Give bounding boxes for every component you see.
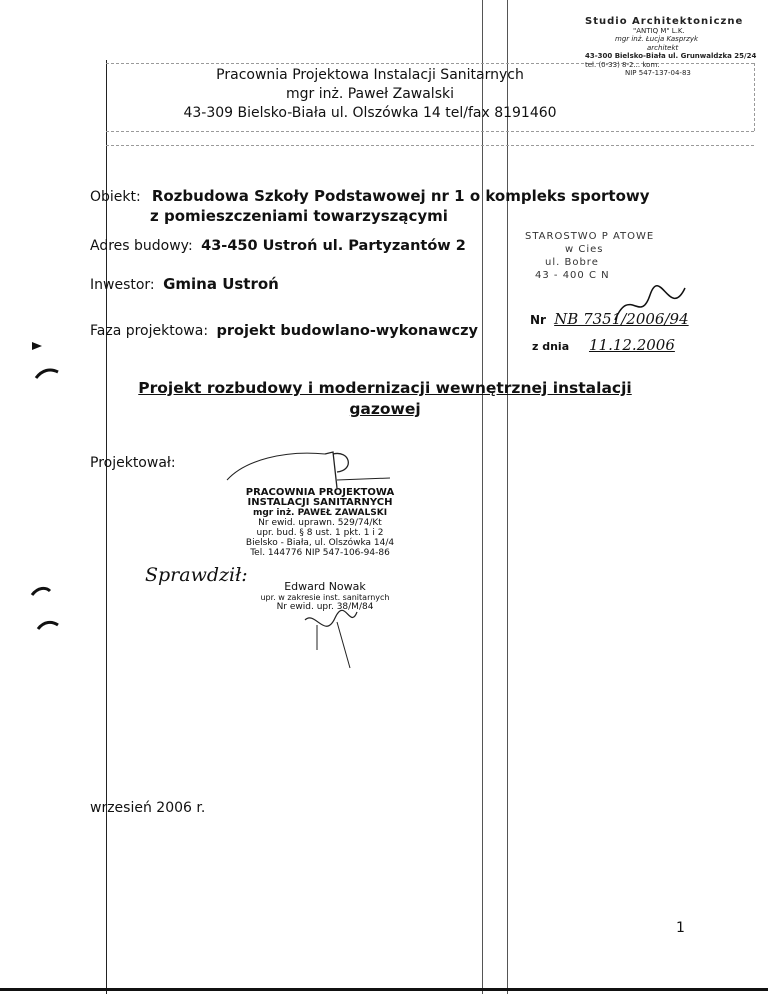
header-box-bottom [106,131,754,132]
frame-bottom-line [0,988,768,991]
studio-stamp-line4: architekt [647,43,679,52]
starostwo-date-label: z dnia [532,340,570,353]
project-title [105,378,665,420]
obiekt-line2: z pomieszczeniami towarzyszącymi [150,207,448,225]
studio-stamp-line1: Studio Architektoniczne [585,16,744,27]
header-address: 43-309 Bielsko-Biała ul. Olszówka 14 tel/fax 8191460 [183,105,557,121]
margin-marks-top [28,330,68,390]
starostwo-line3: ul. Bobre [545,257,599,268]
header-block [130,66,610,123]
checker-line2: upr. w zakresie inst. sanitarnych [260,593,390,602]
starostwo-date-row [532,336,675,354]
company-stamp-line2: INSTALACJI SANITARNYCH [247,497,393,508]
starostwo-stamp [525,230,755,282]
projektowal-label: Projektował: [90,455,176,471]
frame-center-line-a [482,0,483,994]
company-stamp-line7: Tel. 144776 NIP 547-106-94-86 [250,548,390,558]
adres-section [90,238,466,254]
inwestor-value: Gmina Ustroń [163,275,279,293]
checker-signature [295,600,375,670]
project-title-line1: Projekt rozbudowy i modernizacji wewnętrznej instalacji [138,379,632,397]
obiekt-label: Obiekt: [90,189,141,205]
faza-section [90,323,478,339]
studio-stamp-line7: NIP 547-137-04-83 [625,69,691,77]
starostwo-date-value: 11.12.2006 [588,336,675,354]
header-sep [106,145,754,146]
starostwo-nr-label: Nr [530,313,546,327]
adres-value: 43-450 Ustroń ul. Partyzantów 2 [201,238,466,254]
studio-stamp-line6: tel. (0-33) 8-2... kom. [585,60,660,69]
company-stamp [220,488,420,558]
company-stamp-line4: Nr ewid. uprawn. 529/74/Kt [258,518,382,528]
starostwo-line2: w Cies [565,244,604,255]
obiekt-section [90,186,690,206]
header-company: Pracownia Projektowa Instalacji Sanitarnych [216,67,524,83]
header-owner: mgr inż. Paweł Zawalski [285,86,454,102]
obiekt-line1: Rozbudowa Szkoły Podstawowej nr 1 o kompleks sportowy [151,187,650,205]
studio-stamp-line5: 43-300 Bielsko-Biała ul. Grunwaldzka 25/24 [585,52,757,60]
studio-stamp-line2: "ANTIQ M" L.K. [633,26,685,35]
starostwo-line1: STAROSTWO P ATOWE [525,231,655,242]
sprawdzil-label: Sprawdził: [145,564,248,586]
studio-stamp-line3: mgr inż. Łucja Kasprzyk [615,35,699,43]
company-stamp-line1: PRACOWNIA PROJEKTOWA [245,487,395,498]
studio-stamp [585,18,765,78]
page-number: 1 [676,920,685,936]
checker-line3: Nr ewid. upr. 38/M/84 [276,602,374,612]
inwestor-section [90,275,279,293]
company-stamp-line3: mgr inż. PAWEŁ ZAWALSKI [252,508,388,518]
starostwo-line4: 43 - 400 C N [535,270,610,281]
faza-value: projekt budowlano-wykonawczy [216,323,478,339]
checker-name: Edward Nowak [284,580,366,593]
margin-marks-bottom [28,585,68,645]
starostwo-signature [610,280,690,330]
adres-label: Adres budowy: [90,238,193,254]
inwestor-label: Inwestor: [90,277,155,293]
starostwo-nr-value: NB 7351/2006/94 [554,310,689,328]
faza-label: Faza projektowa: [90,323,209,339]
company-stamp-line6: Bielsko - Biała, ul. Olszówka 14/4 [245,538,395,548]
company-stamp-line5: upr. bud. § 8 ust. 1 pkt. 1 i 2 [256,528,384,538]
footer-date: wrzesień 2006 r. [90,800,206,816]
frame-center-line-b [507,0,508,994]
project-title-line2: gazowej [349,400,421,418]
